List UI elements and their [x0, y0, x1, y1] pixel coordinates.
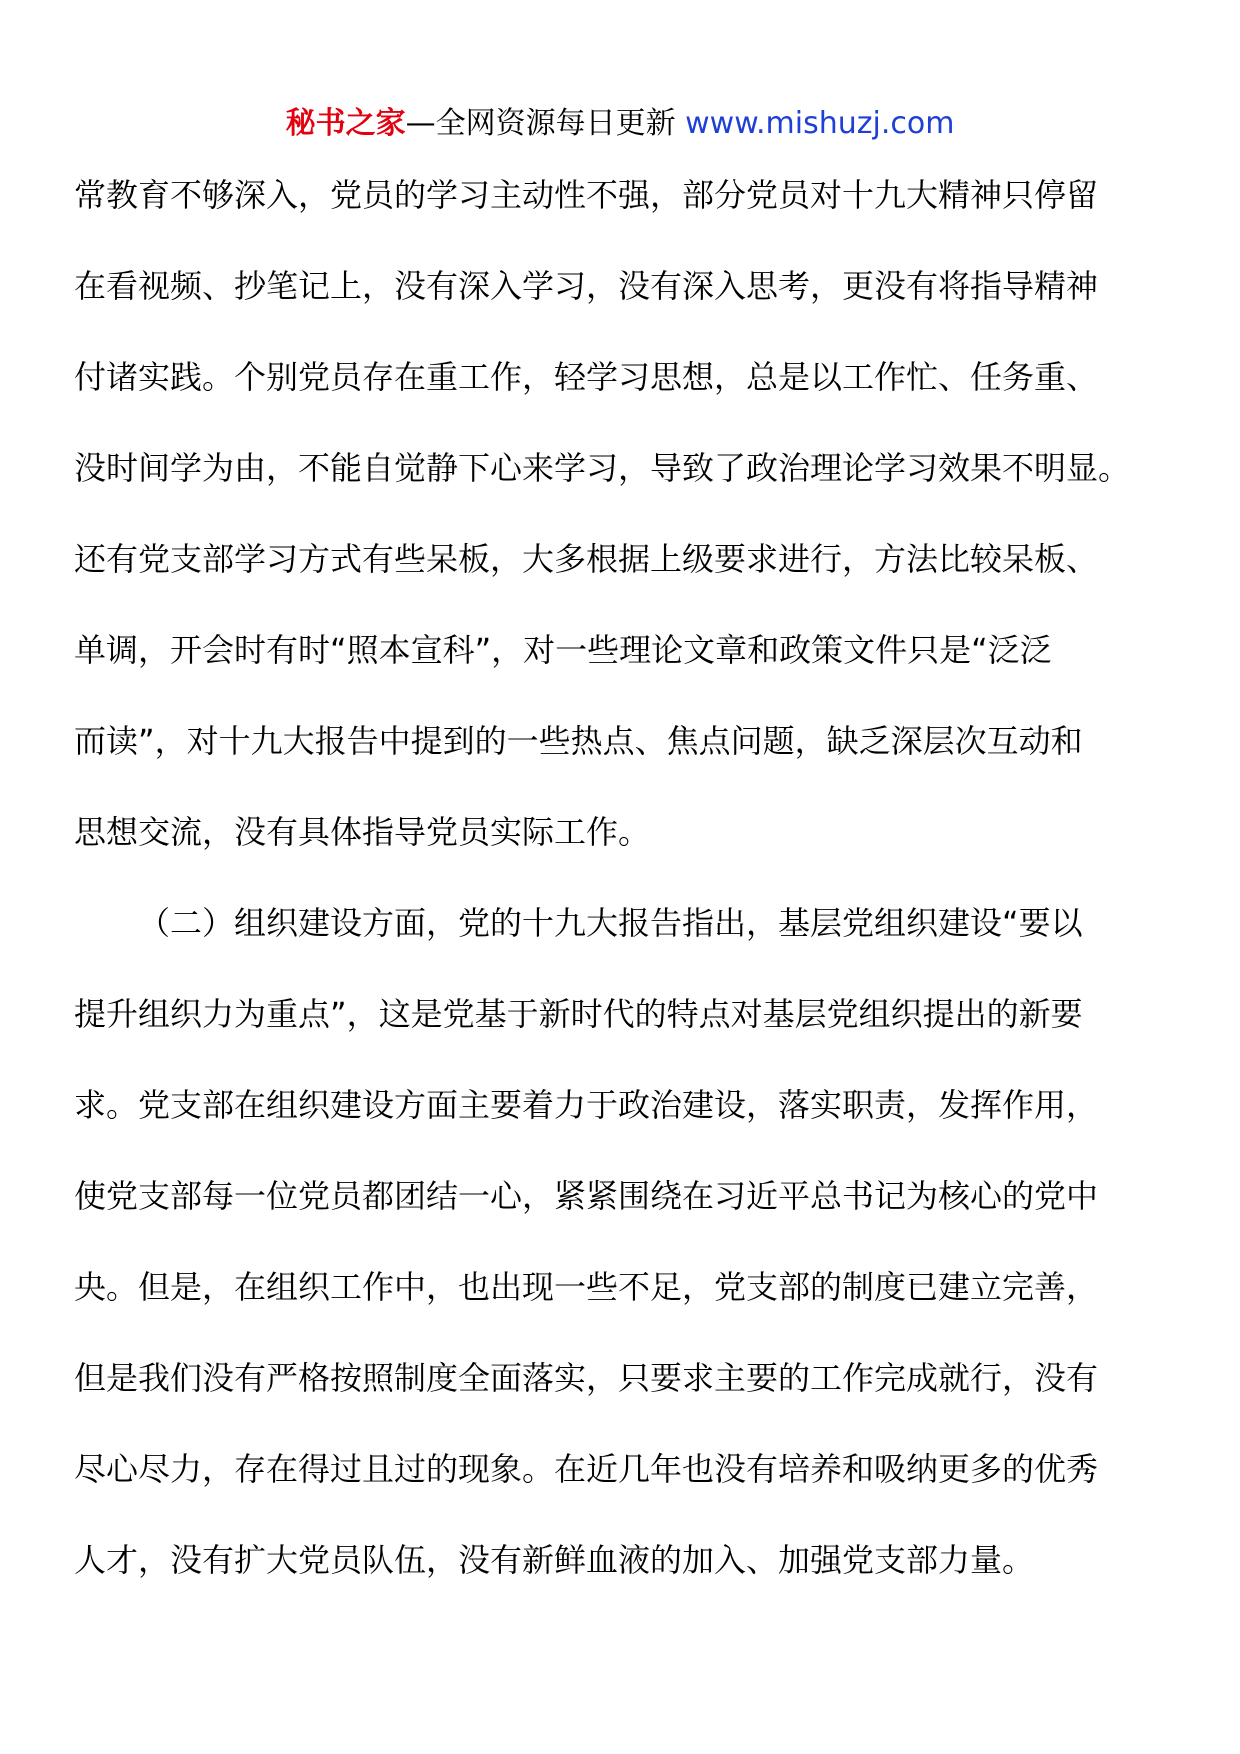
text-line: 人才，没有扩大党员队伍，没有新鲜血液的加入、加强党支部力量。: [74, 1541, 1035, 1579]
document-body: [74, 150, 1178, 1606]
site-url-link[interactable]: www.mishuzj.com: [685, 106, 955, 141]
text-line: 提升组织力为重点”，这是党基于新时代的特点对基层党组织提出的新要: [74, 995, 1083, 1033]
text-line: 尽心尽力，存在得过且过的现象。在近几年也没有培养和吸纳更多的优秀: [74, 1450, 1099, 1488]
text-line: 求。党支部在组织建设方面主要着力于政治建设，落实职责，发挥作用，: [74, 1086, 1099, 1124]
text-line: 单调，开会时有时“照本宣科”，对一些理论文章和政策文件只是“泛泛: [74, 631, 1052, 669]
text-line: 但是我们没有严格按照制度全面落实，只要求主要的工作完成就行，没有: [74, 1359, 1099, 1397]
page-header: [0, 98, 1240, 150]
text-line: 思想交流，没有具体指导党员实际工作。: [74, 813, 651, 851]
text-line: 在看视频、抄笔记上，没有深入学习，没有深入思考，更没有将指导精神: [74, 267, 1099, 305]
brand-name: 秘书之家: [285, 106, 406, 141]
section-heading-line: （二）组织建设方面，党的十九大报告指出，基层党组织建设“要以: [138, 904, 1083, 942]
text-line: 没时间学为由，不能自觉静下心来学习，导致了政治理论学习效果不明显。: [74, 449, 1131, 487]
text-line: 常教育不够深入，党员的学习主动性不强，部分党员对十九大精神只停留: [74, 176, 1099, 214]
text-line: 而读”，对十九大报告中提到的一些热点、焦点问题，缺乏深层次互动和: [74, 722, 1083, 760]
text-line: 还有党支部学习方式有些呆板，大多根据上级要求进行，方法比较呆板、: [74, 540, 1099, 578]
text-line: 央。但是，在组织工作中，也出现一些不足，党支部的制度已建立完善，: [74, 1268, 1099, 1306]
text-line: 使党支部每一位党员都团结一心，紧紧围绕在习近平总书记为核心的党中: [74, 1177, 1099, 1215]
text-line: 付诸实践。个别党员存在重工作，轻学习思想，总是以工作忙、任务重、: [74, 358, 1099, 396]
header-tagline: —全网资源每日更新: [405, 106, 676, 141]
